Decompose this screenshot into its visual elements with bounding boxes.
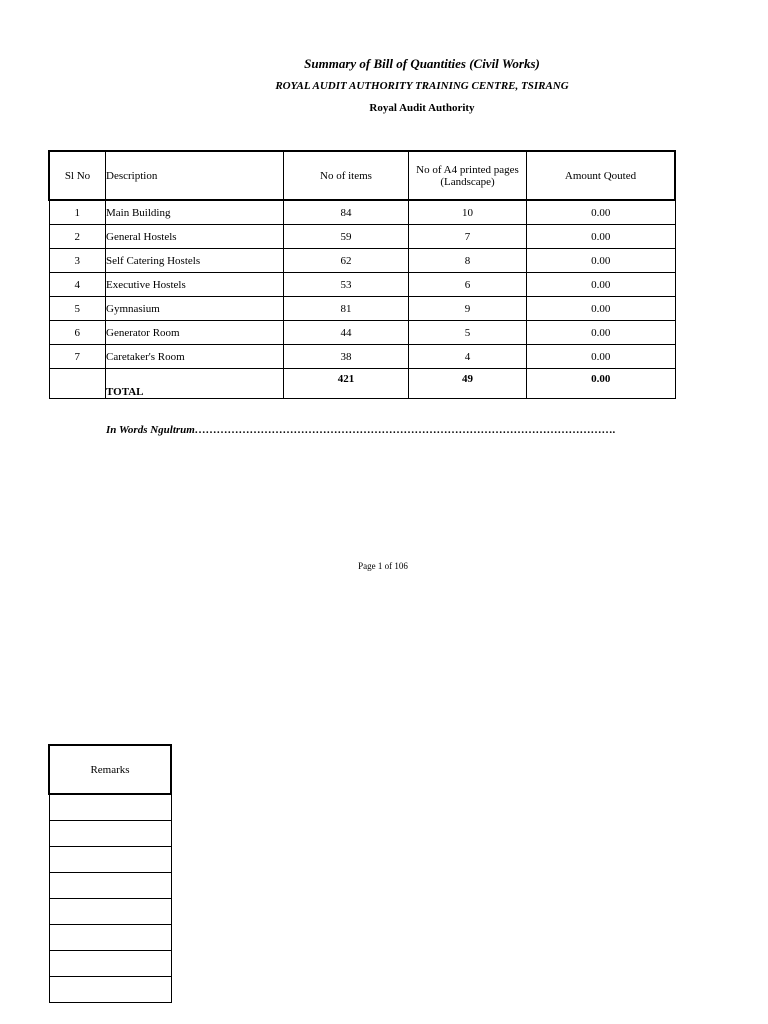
summary-table	[48, 150, 676, 399]
cell-pages: 7	[409, 225, 527, 249]
remarks-row	[49, 794, 171, 821]
remarks-cell	[49, 899, 171, 925]
remarks-cell	[49, 977, 171, 1003]
cell-amount: 0.00	[527, 345, 676, 369]
total-row	[49, 369, 675, 399]
header-sl-no: Sl No	[49, 151, 106, 200]
remarks-cell	[49, 873, 171, 899]
cell-pages: 4	[409, 345, 527, 369]
remarks-row	[49, 977, 171, 1003]
header-printed-pages	[409, 151, 527, 200]
project-name: ROYAL AUDIT AUTHORITY TRAINING CENTRE, TSIRANG	[275, 80, 569, 92]
cell-amount: 0.00	[527, 225, 676, 249]
document-title: Summary of Bill of Quantities (Civil Works)	[304, 56, 540, 71]
cell-pages: 5	[409, 321, 527, 345]
remarks-header-row	[49, 745, 171, 794]
remarks-cell	[49, 794, 171, 821]
cell-sl: 3	[49, 249, 106, 273]
header-amount: Amount Qouted	[527, 151, 676, 200]
cell-items: 53	[284, 273, 409, 297]
cell-sl: 4	[49, 273, 106, 297]
cell-sl: 2	[49, 225, 106, 249]
cell-pages: 9	[409, 297, 527, 321]
header-no-of-items: No of items	[284, 151, 409, 200]
remarks-header: Remarks	[49, 745, 171, 794]
remarks-row	[49, 821, 171, 847]
cell-items: 62	[284, 249, 409, 273]
cell-items: 38	[284, 345, 409, 369]
cell-pages: 6	[409, 273, 527, 297]
remarks-row	[49, 873, 171, 899]
cell-sl: 5	[49, 297, 106, 321]
cell-sl: 7	[49, 345, 106, 369]
remarks-row	[49, 951, 171, 977]
table-row	[49, 345, 675, 369]
page-number: Page 1 of 106	[358, 561, 408, 571]
remarks-cell	[49, 847, 171, 873]
cell-amount: 0.00	[527, 249, 676, 273]
cell-description: Caretaker's Room	[106, 345, 284, 369]
table-row	[49, 297, 675, 321]
total-label: TOTAL	[106, 369, 284, 399]
table-row	[49, 273, 675, 297]
remarks-cell	[49, 925, 171, 951]
header-description: Description	[106, 151, 284, 200]
cell-items: 59	[284, 225, 409, 249]
cell-sl: 1	[49, 200, 106, 225]
cell-description: Executive Hostels	[106, 273, 284, 297]
remarks-row	[49, 847, 171, 873]
cell-description: General Hostels	[106, 225, 284, 249]
amount-in-words: In Words Ngultrum…………………………………………………………………………………………………….	[106, 424, 616, 436]
cell-items: 84	[284, 200, 409, 225]
table-header-row	[49, 151, 675, 200]
table-row	[49, 200, 675, 225]
cell-sl-empty	[49, 369, 106, 399]
cell-items: 81	[284, 297, 409, 321]
remarks-cell	[49, 821, 171, 847]
table-row	[49, 321, 675, 345]
cell-amount: 0.00	[527, 273, 676, 297]
remarks-row	[49, 925, 171, 951]
remarks-row	[49, 899, 171, 925]
header-printed-pages-line1: No of A4 printed pages	[416, 163, 519, 176]
total-amount: 0.00	[527, 369, 676, 399]
cell-description: Generator Room	[106, 321, 284, 345]
table-row	[49, 249, 675, 273]
cell-amount: 0.00	[527, 297, 676, 321]
cell-items: 44	[284, 321, 409, 345]
cell-description: Gymnasium	[106, 297, 284, 321]
cell-pages: 8	[409, 249, 527, 273]
remarks-table	[48, 744, 172, 1003]
remarks-cell	[49, 951, 171, 977]
total-items: 421	[284, 369, 409, 399]
cell-sl: 6	[49, 321, 106, 345]
client-name: Royal Audit Authority	[369, 102, 475, 114]
cell-description: Main Building	[106, 200, 284, 225]
cell-description: Self Catering Hostels	[106, 249, 284, 273]
cell-amount: 0.00	[527, 200, 676, 225]
cell-pages: 10	[409, 200, 527, 225]
header-printed-pages-line2: (Landscape)	[440, 175, 495, 188]
cell-amount: 0.00	[527, 321, 676, 345]
table-row	[49, 225, 675, 249]
total-pages: 49	[409, 369, 527, 399]
